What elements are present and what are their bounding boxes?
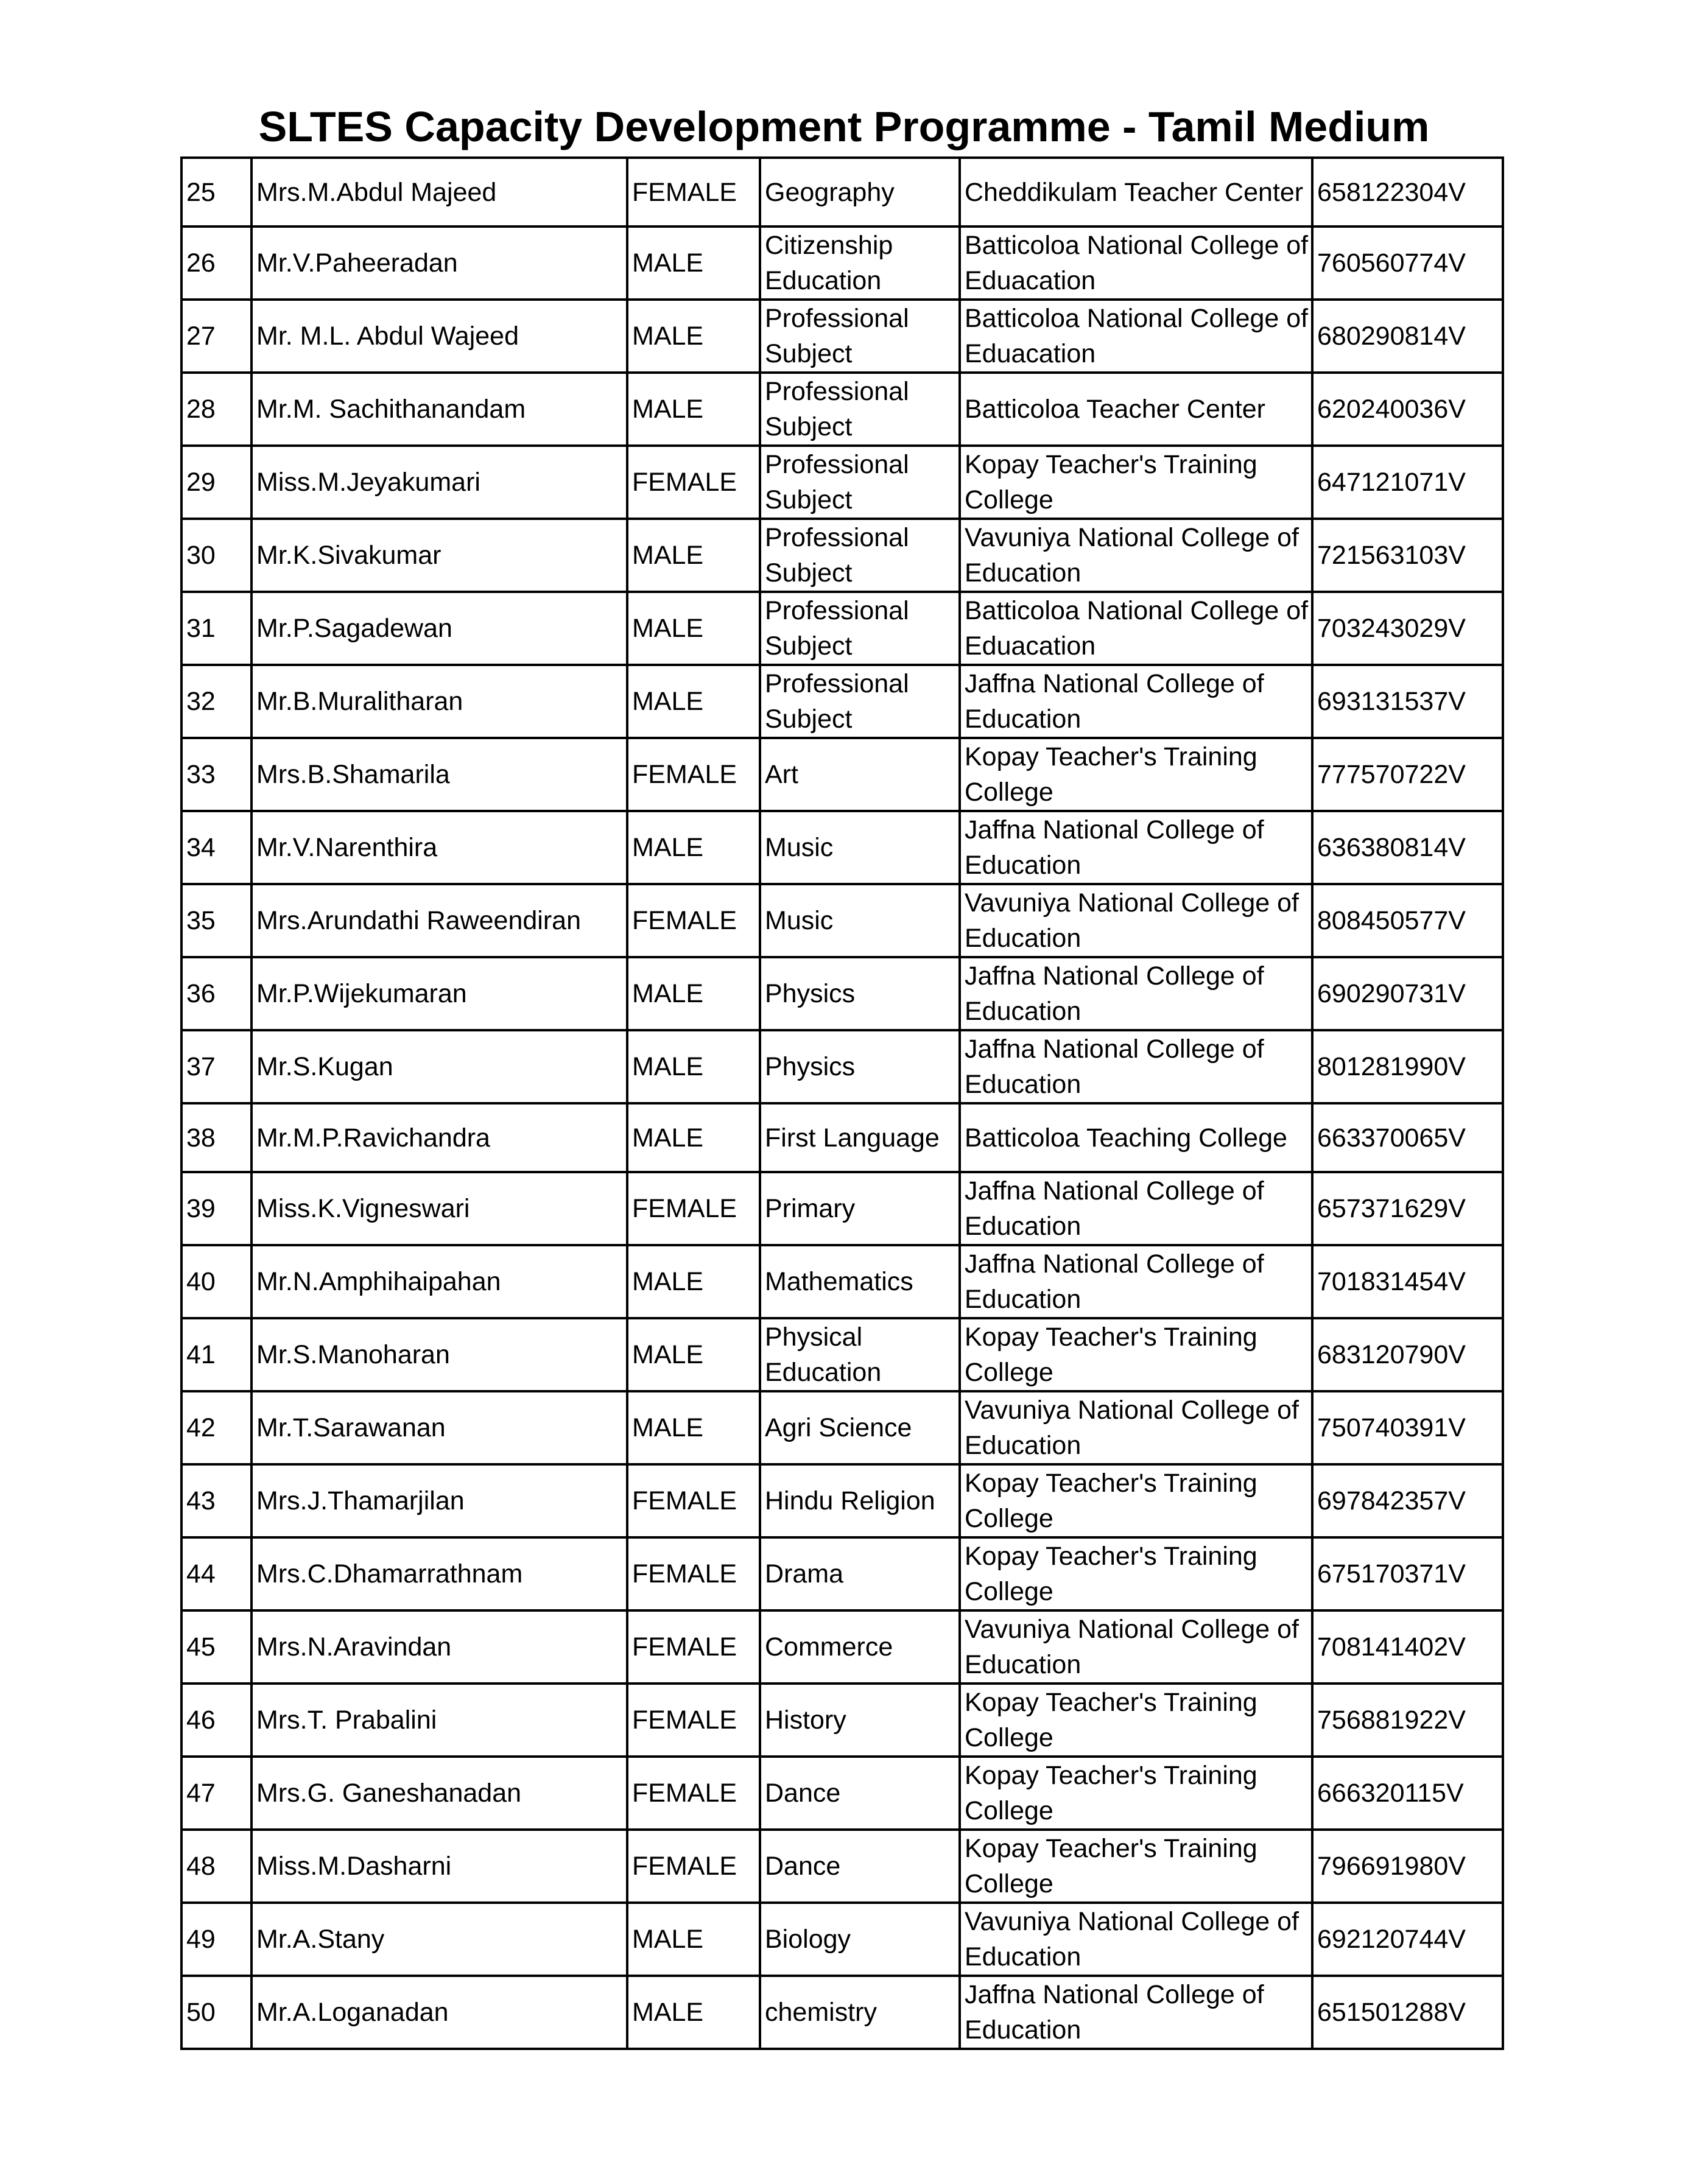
gender-cell: MALE: [627, 373, 760, 446]
gender-cell: FEMALE: [627, 1537, 760, 1610]
gender-cell: MALE: [627, 1030, 760, 1103]
training-center-cell: Batticoloa Teaching College: [960, 1103, 1312, 1172]
training-center-cell: Kopay Teacher's Training College: [960, 738, 1312, 811]
nic-number-cell: 760560774V: [1312, 226, 1503, 300]
participant-table-body: [181, 158, 1503, 2049]
participant-name-cell: Mrs.C.Dhamarrathnam: [251, 1537, 627, 1610]
table-row: [181, 158, 1503, 226]
gender-cell: MALE: [627, 1103, 760, 1172]
table-row: [181, 1684, 1503, 1757]
participant-name-cell: Mrs.T. Prabalini: [251, 1684, 627, 1757]
nic-number-cell: 756881922V: [1312, 1684, 1503, 1757]
subject-cell: Hindu Religion: [760, 1464, 960, 1537]
nic-number-cell: 647121071V: [1312, 446, 1503, 519]
training-center-cell: Cheddikulam Teacher Center: [960, 158, 1312, 226]
gender-cell: FEMALE: [627, 158, 760, 226]
nic-number-cell: 708141402V: [1312, 1610, 1503, 1684]
table-row: [181, 1537, 1503, 1610]
participant-name-cell: Miss.M.Jeyakumari: [251, 446, 627, 519]
participant-name-cell: Mr.M. Sachithanandam: [251, 373, 627, 446]
subject-cell: Physics: [760, 1030, 960, 1103]
row-number-cell: 49: [181, 1903, 251, 1976]
table-row: [181, 1830, 1503, 1903]
participant-name-cell: Mr.V.Narenthira: [251, 811, 627, 884]
row-number-cell: 35: [181, 884, 251, 957]
row-number-cell: 30: [181, 519, 251, 592]
nic-number-cell: 636380814V: [1312, 811, 1503, 884]
gender-cell: MALE: [627, 1245, 760, 1318]
training-center-cell: Jaffna National College of Education: [960, 1030, 1312, 1103]
gender-cell: MALE: [627, 1903, 760, 1976]
training-center-cell: Jaffna National College of Education: [960, 665, 1312, 738]
gender-cell: FEMALE: [627, 1610, 760, 1684]
table-row: [181, 592, 1503, 665]
table-row: [181, 300, 1503, 373]
subject-cell: Music: [760, 884, 960, 957]
row-number-cell: 46: [181, 1684, 251, 1757]
gender-cell: MALE: [627, 300, 760, 373]
subject-cell: chemistry: [760, 1976, 960, 2049]
row-number-cell: 44: [181, 1537, 251, 1610]
participant-name-cell: Mr.N.Amphihaipahan: [251, 1245, 627, 1318]
gender-cell: FEMALE: [627, 884, 760, 957]
table-row: [181, 957, 1503, 1030]
gender-cell: MALE: [627, 811, 760, 884]
participant-table: [180, 156, 1504, 2050]
training-center-cell: Kopay Teacher's Training College: [960, 1318, 1312, 1391]
row-number-cell: 47: [181, 1757, 251, 1830]
training-center-cell: Batticoloa National College of Eduacation: [960, 592, 1312, 665]
gender-cell: MALE: [627, 226, 760, 300]
table-row: [181, 811, 1503, 884]
subject-cell: Geography: [760, 158, 960, 226]
gender-cell: FEMALE: [627, 1830, 760, 1903]
participant-name-cell: Mr.A.Loganadan: [251, 1976, 627, 2049]
subject-cell: Physical Education: [760, 1318, 960, 1391]
gender-cell: MALE: [627, 592, 760, 665]
participant-name-cell: Miss.K.Vigneswari: [251, 1172, 627, 1245]
nic-number-cell: 796691980V: [1312, 1830, 1503, 1903]
table-row: [181, 1030, 1503, 1103]
row-number-cell: 43: [181, 1464, 251, 1537]
subject-cell: Citizenship Education: [760, 226, 960, 300]
table-row: [181, 1757, 1503, 1830]
row-number-cell: 38: [181, 1103, 251, 1172]
training-center-cell: Batticoloa National College of Eduacation: [960, 300, 1312, 373]
row-number-cell: 33: [181, 738, 251, 811]
training-center-cell: Vavuniya National College of Education: [960, 884, 1312, 957]
participant-name-cell: Mr.P.Wijekumaran: [251, 957, 627, 1030]
table-row: [181, 226, 1503, 300]
training-center-cell: Vavuniya National College of Education: [960, 1610, 1312, 1684]
table-row: [181, 1103, 1503, 1172]
table-row: [181, 373, 1503, 446]
subject-cell: Dance: [760, 1830, 960, 1903]
nic-number-cell: 620240036V: [1312, 373, 1503, 446]
nic-number-cell: 657371629V: [1312, 1172, 1503, 1245]
participant-name-cell: Mr.S.Manoharan: [251, 1318, 627, 1391]
nic-number-cell: 808450577V: [1312, 884, 1503, 957]
row-number-cell: 48: [181, 1830, 251, 1903]
row-number-cell: 25: [181, 158, 251, 226]
table-row: [181, 1976, 1503, 2049]
row-number-cell: 50: [181, 1976, 251, 2049]
table-row: [181, 1903, 1503, 1976]
participant-name-cell: Mrs.B.Shamarila: [251, 738, 627, 811]
table-row: [181, 1172, 1503, 1245]
training-center-cell: Batticoloa Teacher Center: [960, 373, 1312, 446]
participant-name-cell: Mrs.G. Ganeshanadan: [251, 1757, 627, 1830]
gender-cell: MALE: [627, 1318, 760, 1391]
subject-cell: Professional Subject: [760, 519, 960, 592]
subject-cell: Professional Subject: [760, 446, 960, 519]
training-center-cell: Jaffna National College of Education: [960, 1976, 1312, 2049]
training-center-cell: Vavuniya National College of Education: [960, 519, 1312, 592]
gender-cell: FEMALE: [627, 738, 760, 811]
subject-cell: Music: [760, 811, 960, 884]
nic-number-cell: 675170371V: [1312, 1537, 1503, 1610]
subject-cell: Agri Science: [760, 1391, 960, 1464]
training-center-cell: Vavuniya National College of Education: [960, 1391, 1312, 1464]
nic-number-cell: 692120744V: [1312, 1903, 1503, 1976]
table-row: [181, 738, 1503, 811]
nic-number-cell: 658122304V: [1312, 158, 1503, 226]
participant-name-cell: Mrs.Arundathi Raweendiran: [251, 884, 627, 957]
subject-cell: Professional Subject: [760, 300, 960, 373]
training-center-cell: Kopay Teacher's Training College: [960, 1537, 1312, 1610]
row-number-cell: 39: [181, 1172, 251, 1245]
nic-number-cell: 701831454V: [1312, 1245, 1503, 1318]
training-center-cell: Jaffna National College of Education: [960, 1172, 1312, 1245]
row-number-cell: 37: [181, 1030, 251, 1103]
gender-cell: MALE: [627, 957, 760, 1030]
table-row: [181, 1610, 1503, 1684]
training-center-cell: Kopay Teacher's Training College: [960, 1757, 1312, 1830]
gender-cell: FEMALE: [627, 1464, 760, 1537]
subject-cell: Mathematics: [760, 1245, 960, 1318]
participant-name-cell: Mr.K.Sivakumar: [251, 519, 627, 592]
nic-number-cell: 690290731V: [1312, 957, 1503, 1030]
subject-cell: Physics: [760, 957, 960, 1030]
row-number-cell: 40: [181, 1245, 251, 1318]
table-row: [181, 1245, 1503, 1318]
table-row: [181, 519, 1503, 592]
training-center-cell: Jaffna National College of Education: [960, 811, 1312, 884]
subject-cell: Commerce: [760, 1610, 960, 1684]
subject-cell: First Language: [760, 1103, 960, 1172]
row-number-cell: 28: [181, 373, 251, 446]
nic-number-cell: 801281990V: [1312, 1030, 1503, 1103]
participant-name-cell: Mrs.M.Abdul Majeed: [251, 158, 627, 226]
row-number-cell: 41: [181, 1318, 251, 1391]
row-number-cell: 32: [181, 665, 251, 738]
nic-number-cell: 663370065V: [1312, 1103, 1503, 1172]
nic-number-cell: 693131537V: [1312, 665, 1503, 738]
row-number-cell: 26: [181, 226, 251, 300]
row-number-cell: 29: [181, 446, 251, 519]
training-center-cell: Kopay Teacher's Training College: [960, 446, 1312, 519]
subject-cell: Art: [760, 738, 960, 811]
participant-name-cell: Miss.M.Dasharni: [251, 1830, 627, 1903]
row-number-cell: 31: [181, 592, 251, 665]
participant-name-cell: Mr. M.L. Abdul Wajeed: [251, 300, 627, 373]
subject-cell: Primary: [760, 1172, 960, 1245]
gender-cell: FEMALE: [627, 1757, 760, 1830]
subject-cell: Professional Subject: [760, 373, 960, 446]
gender-cell: MALE: [627, 1391, 760, 1464]
nic-number-cell: 721563103V: [1312, 519, 1503, 592]
gender-cell: MALE: [627, 519, 760, 592]
subject-cell: Dance: [760, 1757, 960, 1830]
row-number-cell: 27: [181, 300, 251, 373]
nic-number-cell: 703243029V: [1312, 592, 1503, 665]
table-row: [181, 1318, 1503, 1391]
subject-cell: Biology: [760, 1903, 960, 1976]
training-center-cell: Kopay Teacher's Training College: [960, 1464, 1312, 1537]
row-number-cell: 45: [181, 1610, 251, 1684]
table-row: [181, 446, 1503, 519]
table-row: [181, 1391, 1503, 1464]
participant-name-cell: Mr.V.Paheeradan: [251, 226, 627, 300]
table-row: [181, 665, 1503, 738]
table-row: [181, 1464, 1503, 1537]
participant-name-cell: Mrs.J.Thamarjilan: [251, 1464, 627, 1537]
participant-name-cell: Mr.B.Muralitharan: [251, 665, 627, 738]
training-center-cell: Kopay Teacher's Training College: [960, 1684, 1312, 1757]
participant-name-cell: Mr.S.Kugan: [251, 1030, 627, 1103]
subject-cell: Drama: [760, 1537, 960, 1610]
page-title: SLTES Capacity Development Programme - Tamil Medium: [258, 103, 1430, 150]
subject-cell: Professional Subject: [760, 665, 960, 738]
training-center-cell: Jaffna National College of Education: [960, 1245, 1312, 1318]
gender-cell: FEMALE: [627, 1684, 760, 1757]
row-number-cell: 36: [181, 957, 251, 1030]
gender-cell: MALE: [627, 1976, 760, 2049]
row-number-cell: 34: [181, 811, 251, 884]
table-row: [181, 884, 1503, 957]
participant-name-cell: Mr.T.Sarawanan: [251, 1391, 627, 1464]
nic-number-cell: 777570722V: [1312, 738, 1503, 811]
training-center-cell: Batticoloa National College of Eduacation: [960, 226, 1312, 300]
training-center-cell: Vavuniya National College of Education: [960, 1903, 1312, 1976]
participant-name-cell: Mr.M.P.Ravichandra: [251, 1103, 627, 1172]
subject-cell: History: [760, 1684, 960, 1757]
subject-cell: Professional Subject: [760, 592, 960, 665]
nic-number-cell: 666320115V: [1312, 1757, 1503, 1830]
nic-number-cell: 680290814V: [1312, 300, 1503, 373]
gender-cell: FEMALE: [627, 446, 760, 519]
nic-number-cell: 697842357V: [1312, 1464, 1503, 1537]
participant-name-cell: Mr.P.Sagadewan: [251, 592, 627, 665]
training-center-cell: Jaffna National College of Education: [960, 957, 1312, 1030]
participant-name-cell: Mr.A.Stany: [251, 1903, 627, 1976]
gender-cell: FEMALE: [627, 1172, 760, 1245]
nic-number-cell: 750740391V: [1312, 1391, 1503, 1464]
participant-name-cell: Mrs.N.Aravindan: [251, 1610, 627, 1684]
row-number-cell: 42: [181, 1391, 251, 1464]
gender-cell: MALE: [627, 665, 760, 738]
nic-number-cell: 651501288V: [1312, 1976, 1503, 2049]
training-center-cell: Kopay Teacher's Training College: [960, 1830, 1312, 1903]
nic-number-cell: 683120790V: [1312, 1318, 1503, 1391]
